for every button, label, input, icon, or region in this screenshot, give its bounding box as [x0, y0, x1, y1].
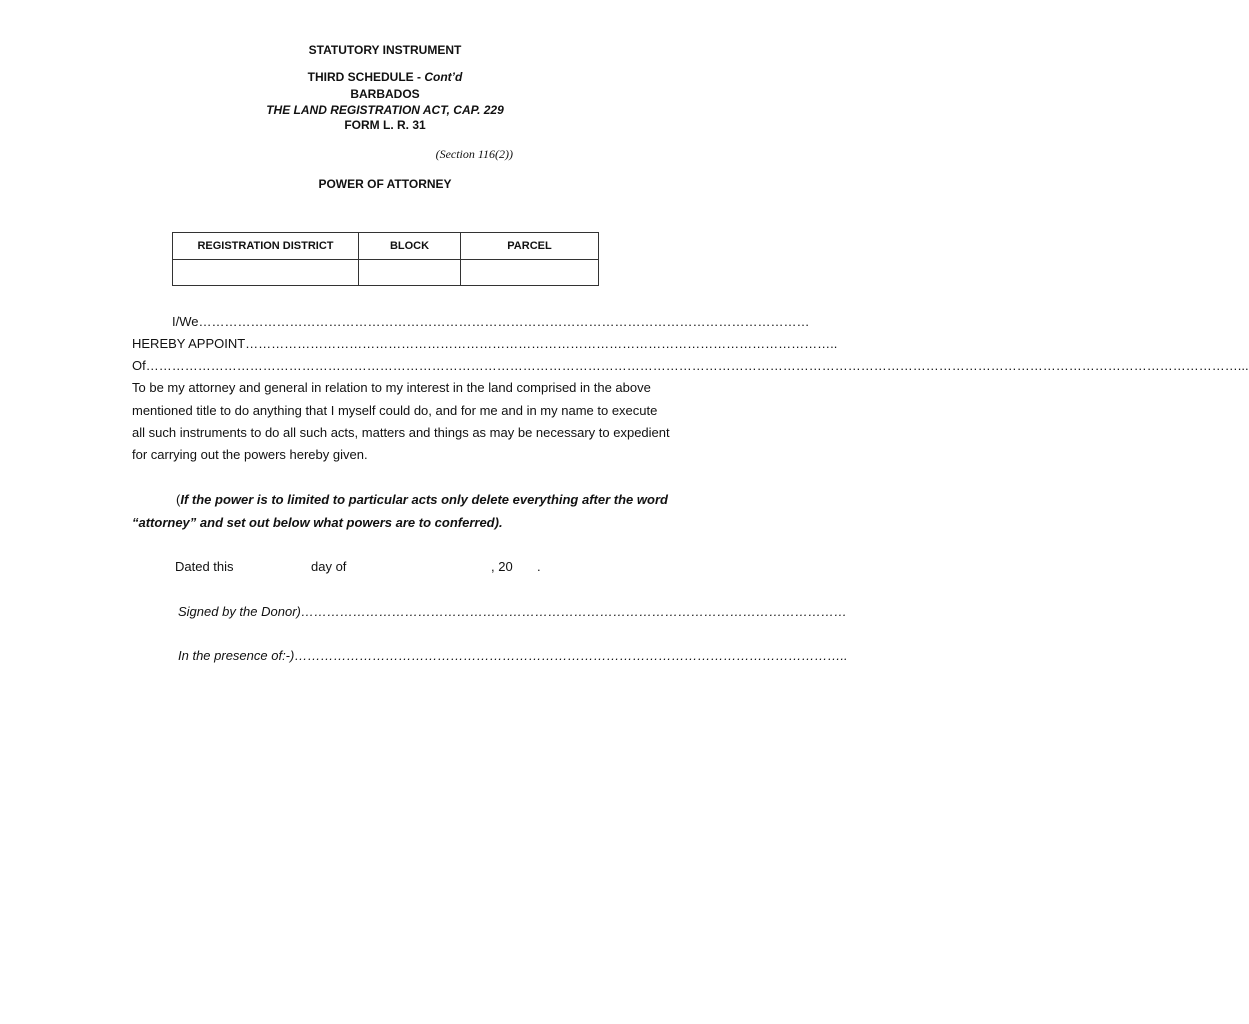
- dated-period: .: [537, 559, 541, 574]
- paragraph-line-1: To be my attorney and general in relation to my interest in the land comprised in the above: [132, 380, 651, 395]
- act-heading: THE LAND REGISTRATION ACT, CAP. 229: [266, 103, 504, 117]
- schedule-heading: [0, 70, 770, 84]
- iwe-line[interactable]: I/We……………………………………………………………………………………………………………………………: [172, 314, 810, 329]
- hereby-appoint-line[interactable]: HEREBY APPOINT………………………………………………………………………………………………………………………..: [132, 336, 838, 351]
- document-title: POWER OF ATTORNEY: [318, 177, 452, 191]
- header-registration-district: REGISTRATION DISTRICT: [173, 233, 359, 260]
- paragraph-line-4: for carrying out the powers hereby given.: [132, 447, 368, 462]
- section-reference: (Section 116(2)): [435, 147, 513, 161]
- block-cell[interactable]: [359, 260, 461, 286]
- instruction-note-line-2: “attorney” and set out below what powers are to conferred).: [132, 515, 503, 530]
- of-line[interactable]: Of………………………………………………………………………………………………………………………………………………………………………………………………………………………………...: [132, 358, 1249, 373]
- signed-by-donor-line[interactable]: Signed by the Donor)………………………………………………………………………………………………………………: [178, 604, 847, 619]
- instruction-note-line-1: [176, 492, 668, 507]
- country-heading: BARBADOS: [350, 87, 420, 101]
- parcel-cell[interactable]: [461, 260, 599, 286]
- table-header-row: [173, 233, 599, 260]
- paragraph-line-3: all such instruments to do all such acts, matters and things as may be necessary to expedient: [132, 425, 670, 440]
- schedule-contd: Cont’d: [424, 70, 463, 84]
- form-number: FORM L. R. 31: [344, 118, 426, 132]
- year-label: , 20: [491, 559, 513, 574]
- header-parcel: PARCEL: [461, 233, 599, 260]
- registration-table: [172, 232, 599, 286]
- header-block: BLOCK: [359, 233, 461, 260]
- table-entry-row: [173, 260, 599, 286]
- statutory-instrument-heading: STATUTORY INSTRUMENT: [308, 43, 462, 57]
- paragraph-line-2: mentioned title to do anything that I myself could do, and for me and in my name to execute: [132, 403, 658, 418]
- dated-this-label: Dated this: [175, 559, 234, 574]
- day-of-label: day of: [311, 559, 347, 574]
- in-presence-of-line[interactable]: In the presence of:-)………………………………………………………………………………………………………………..: [178, 648, 848, 663]
- schedule-main: THIRD SCHEDULE -: [307, 70, 425, 84]
- registration-district-cell[interactable]: [173, 260, 359, 286]
- note-text-1: If the power is to limited to particular acts only delete everything after the word: [180, 492, 668, 507]
- note-open-paren: (: [176, 492, 181, 507]
